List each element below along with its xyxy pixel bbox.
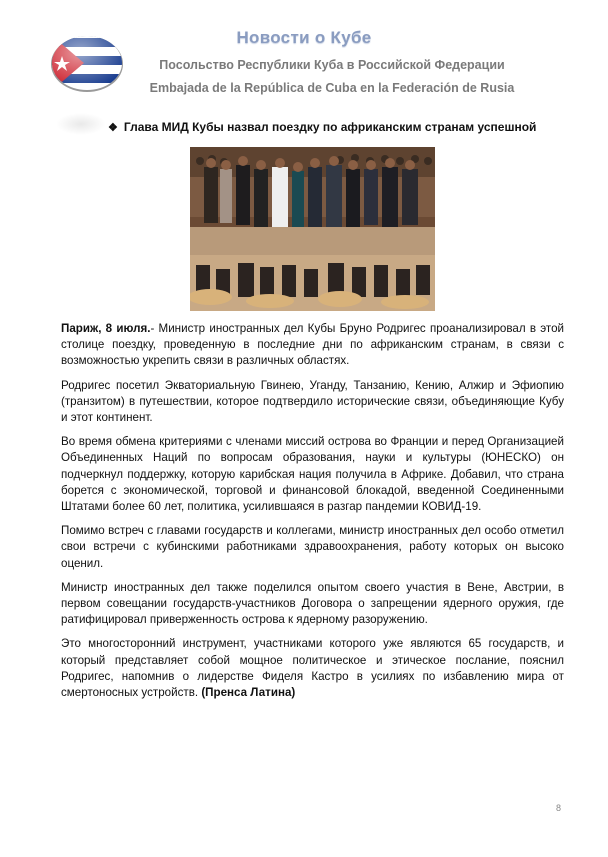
paragraph-6-text: Это многосторонний инструмент, участниками которого уже являются 65 государств, и который представляет собой мощное политическое и этическое послание, пояснил Родригес, напомнив о лидерстве Фиделя Кастро в усилиях по избавлению мира от смертоносных устройств. bbox=[61, 637, 564, 700]
article-body bbox=[61, 321, 564, 709]
decorative-smudge bbox=[56, 113, 106, 135]
embassy-name-russian: Посольство Республики Куба в Российской Федерации bbox=[159, 58, 505, 72]
news-source: (Пренса Латина) bbox=[201, 686, 296, 700]
article-headline bbox=[108, 120, 588, 134]
paragraph-2: Родригес посетил Экваториальную Гвинею, Уганду, Танзанию, Кению, Алжир и Эфиопию (транзитом) в путешествии, которое подтвердило исторические связи, объединяющие Кубу и этот континент. bbox=[61, 378, 564, 425]
headline-text: Глава МИД Кубы назвал поездку по африканским странам успешной bbox=[123, 120, 537, 134]
paragraph-1-text: - Министр иностранных дел Кубы Бруно Родригес проанализировал в этой столице поездку, проведенную в последние дни по африканским странам, в связи с возможностью укрепить связи в различных областях. bbox=[61, 322, 564, 368]
paragraph-6 bbox=[61, 636, 564, 701]
article-photo bbox=[190, 147, 435, 311]
paragraph-4: Помимо встреч с главами государств и коллегами, министр иностранных дел особо отметил свои встречи с кубинскими работниками здравоохранения, работу которых он высоко оценил. bbox=[61, 524, 564, 570]
dateline: Париж, 8 июля. bbox=[61, 322, 151, 335]
page-number: 8 bbox=[556, 803, 562, 813]
embassy-name-spanish: Embajada de la República de Cuba en la Federación de Rusia bbox=[149, 81, 515, 95]
paragraph-5: Министр иностранных дел также поделился опытом своего участия в Вене, Австрии, в первом совещании государств-участников Договора о запрещении ядерного оружия, где ратифицировал приверженность острова к ядерному разоружению. bbox=[61, 580, 564, 627]
diamond-bullet-icon: ❖ bbox=[108, 122, 118, 134]
paragraph-3: Во время обмена критериями с членами миссий острова во Франции и перед Организацией Объединенных Наций по вопросам образования, науки и культуры (ЮНЕСКО) он подчеркнул поддержку, которую карибская нация получила в Африке. Добавил, что страна борется с экономической, торговой и финансовой блокадой, введенной Соединенными Штатами более 60 лет, политика, усилившаяся в разгар пандемии КОВИД-19. bbox=[61, 435, 564, 514]
newsletter-title: Новости о Кубе bbox=[236, 28, 372, 47]
paragraph-1 bbox=[61, 321, 564, 370]
